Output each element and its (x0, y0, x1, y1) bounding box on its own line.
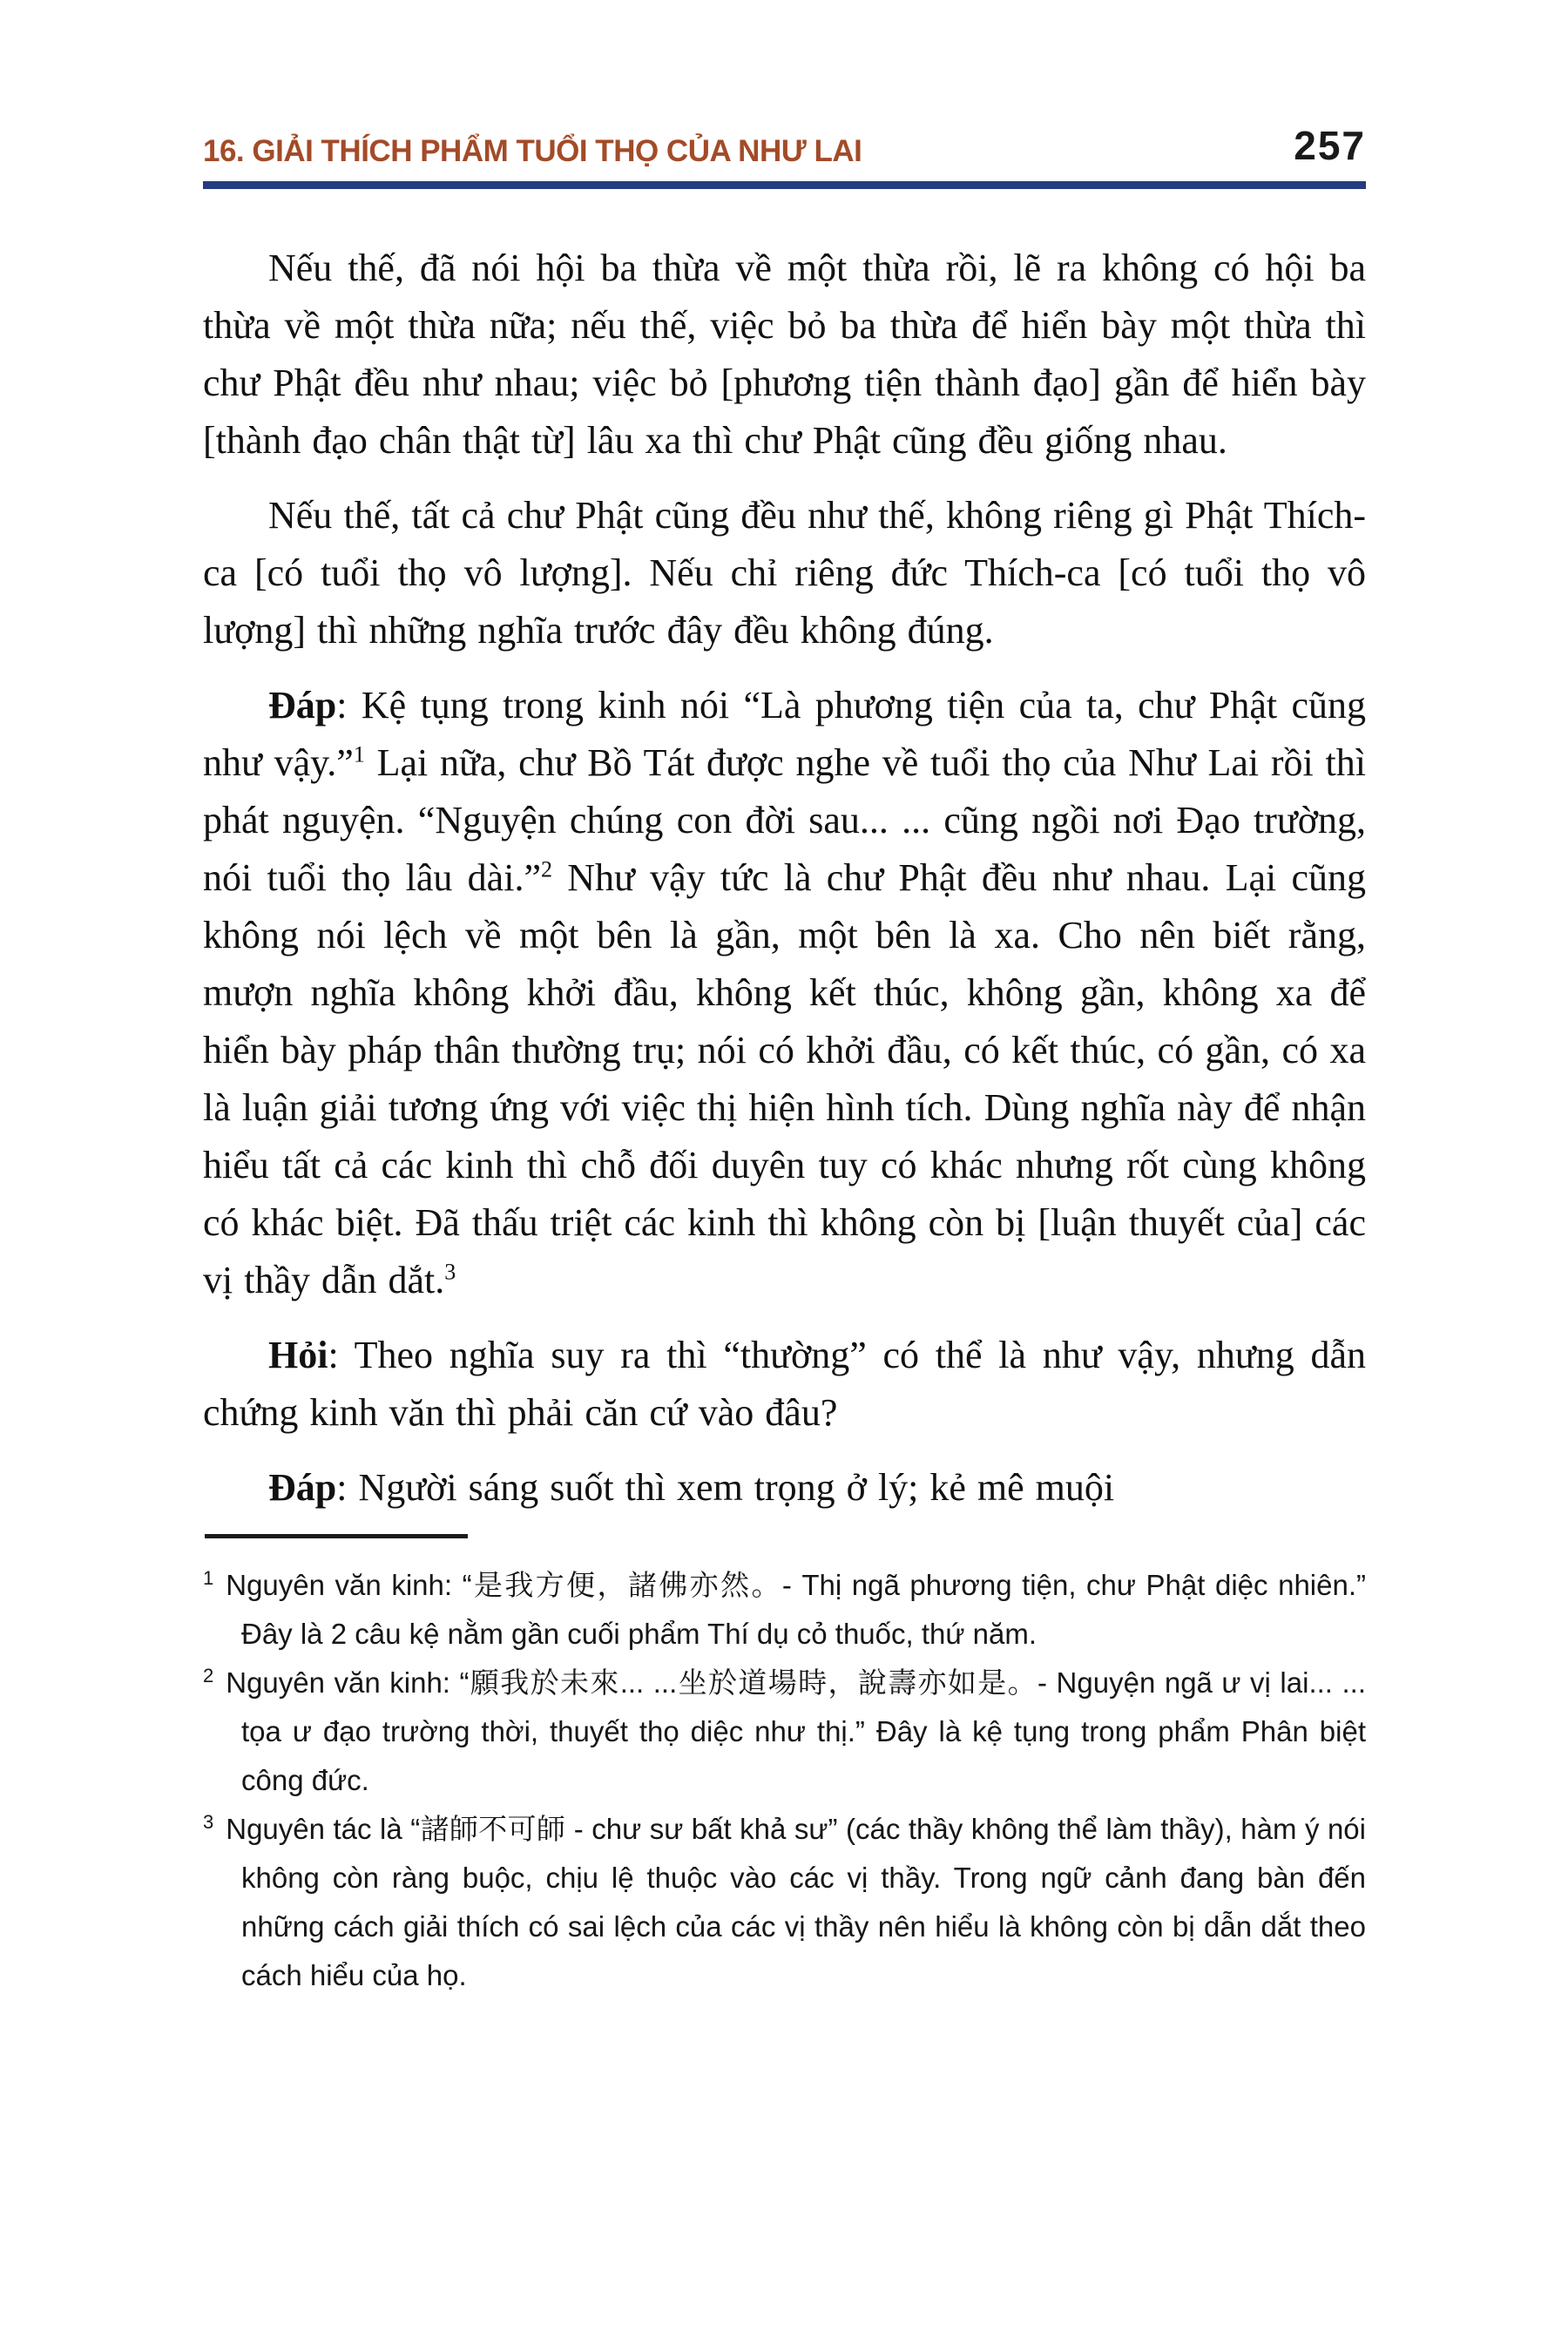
chapter-title: 16. GIẢI THÍCH PHẨM TUỔI THỌ CỦA NHƯ LAI (203, 134, 862, 168)
paragraph-5 (203, 1459, 1366, 1517)
header-rule (203, 181, 1366, 189)
page-number: 257 (1294, 123, 1366, 168)
paragraph-3 (203, 677, 1366, 1309)
footnote-3 (203, 1805, 1366, 2000)
footnote-1-text: Nguyên văn kinh: “是我方便，諸佛亦然。- Thị ngã phương tiện, chư Phật diệc nhiên.” Đây là 2 câu kệ nằm gần cuối phẩm Thí dụ cỏ thuốc, thứ năm. (226, 1569, 1366, 1650)
paragraph-3-text-3: Như vậy tức là chư Phật đều như nhau. Lại cũng không nói lệch về một bên là gần, một bên là xa. Cho nên biết rằng, mượn nghĩa không khởi đầu, không kết thúc, không gần, không xa để hiển bày pháp thân thường trụ; nói có khởi đầu, có kết thúc, có gần, có xa là luận giải tương ứng với việc thị hiện hình tích. Dùng nghĩa này để nhận hiểu tất cả các kinh thì chỗ đối duyên tuy có khác nhưng rốt cùng không có khác biệt. Đã thấu triệt các kinh thì không còn bị [luận thuyết của] các vị thầy dẫn dắt. (203, 856, 1367, 1301)
paragraph-4-text: : Theo nghĩa suy ra thì “thường” có thể là như vậy, nhưng dẫn chứng kinh văn thì phải căn cứ vào đâu? (203, 1334, 1366, 1434)
paragraph-3-text-1: : Kệ tụng trong kinh nói “Là phương tiện của ta, chư Phật cũng như vậy.” (203, 684, 1366, 784)
body-text (203, 240, 1366, 1517)
running-header (203, 122, 1366, 189)
footnote-3-marker: 3 (203, 1811, 214, 1833)
answer-lead-word-2: Đáp (268, 1466, 337, 1509)
footnote-2 (203, 1659, 1366, 1805)
paragraph-5-text: : Người sáng suốt thì xem trọng ở lý; kẻ mê muội (336, 1466, 1115, 1509)
footnote-section (203, 1534, 1366, 2000)
paragraph-4 (203, 1327, 1366, 1442)
footnote-separator-rule (205, 1534, 468, 1538)
footnote-2-text: Nguyên văn kinh: “願我於未來... ...坐於道場時，說壽亦如是。- Nguyện ngã ư vị lai... ... tọa ư đạo trường thời, thuyết thọ diệc như thị.” Đây là kệ tụng trong phẩm Phân biệt công đức. (226, 1666, 1366, 1796)
footnote-ref-3: 3 (444, 1259, 456, 1285)
paragraph-1-text: Nếu thế, đã nói hội ba thừa về một thừa rồi, lẽ ra không có hội ba thừa về một thừa nữa; nếu thế, việc bỏ ba thừa để hiển bày một thừa thì chư Phật đều như nhau; việc bỏ [phương tiện thành đạo] gần để hiển bày [thành đạo chân thật từ] lâu xa thì chư Phật cũng đều giống nhau. (203, 247, 1366, 462)
footnote-ref-2: 2 (540, 856, 552, 882)
paragraph-2-text: Nếu thế, tất cả chư Phật cũng đều như thế, không riêng gì Phật Thích-ca [có tuổi thọ vô lượng]. Nếu chỉ riêng đức Thích-ca [có tuổi thọ vô lượng] thì những nghĩa trước đây đều không đúng. (203, 494, 1366, 652)
footnote-1-marker: 1 (203, 1567, 214, 1589)
paragraph-1 (203, 240, 1366, 470)
paragraph-3-text-2: Lại nữa, chư Bồ Tát được nghe về tuổi thọ của Như Lai rồi thì phát nguyện. “Nguyện chúng con đời sau... ... cũng ngồi nơi Đạo trường, nói tuổi thọ lâu dài.” (203, 741, 1366, 899)
answer-lead-word: Đáp (268, 684, 337, 727)
question-lead-word: Hỏi (268, 1334, 328, 1376)
running-head-row (203, 122, 1366, 169)
footnote-1 (203, 1561, 1366, 1659)
paragraph-2 (203, 487, 1366, 659)
footnote-3-text: Nguyên tác là “諸師不可師 - chư sư bất khả sư” (các thầy không thể làm thầy), hàm ý nói không còn ràng buộc, chịu lệ thuộc vào các vị thầy. Trong ngữ cảnh đang bàn đến những cách giải thích có sai lệch của các vị thầy nên hiểu là không còn bị dẫn dắt theo cách hiểu của họ. (226, 1813, 1366, 1991)
footnote-ref-1: 1 (353, 741, 365, 767)
footnote-2-marker: 2 (203, 1665, 214, 1686)
